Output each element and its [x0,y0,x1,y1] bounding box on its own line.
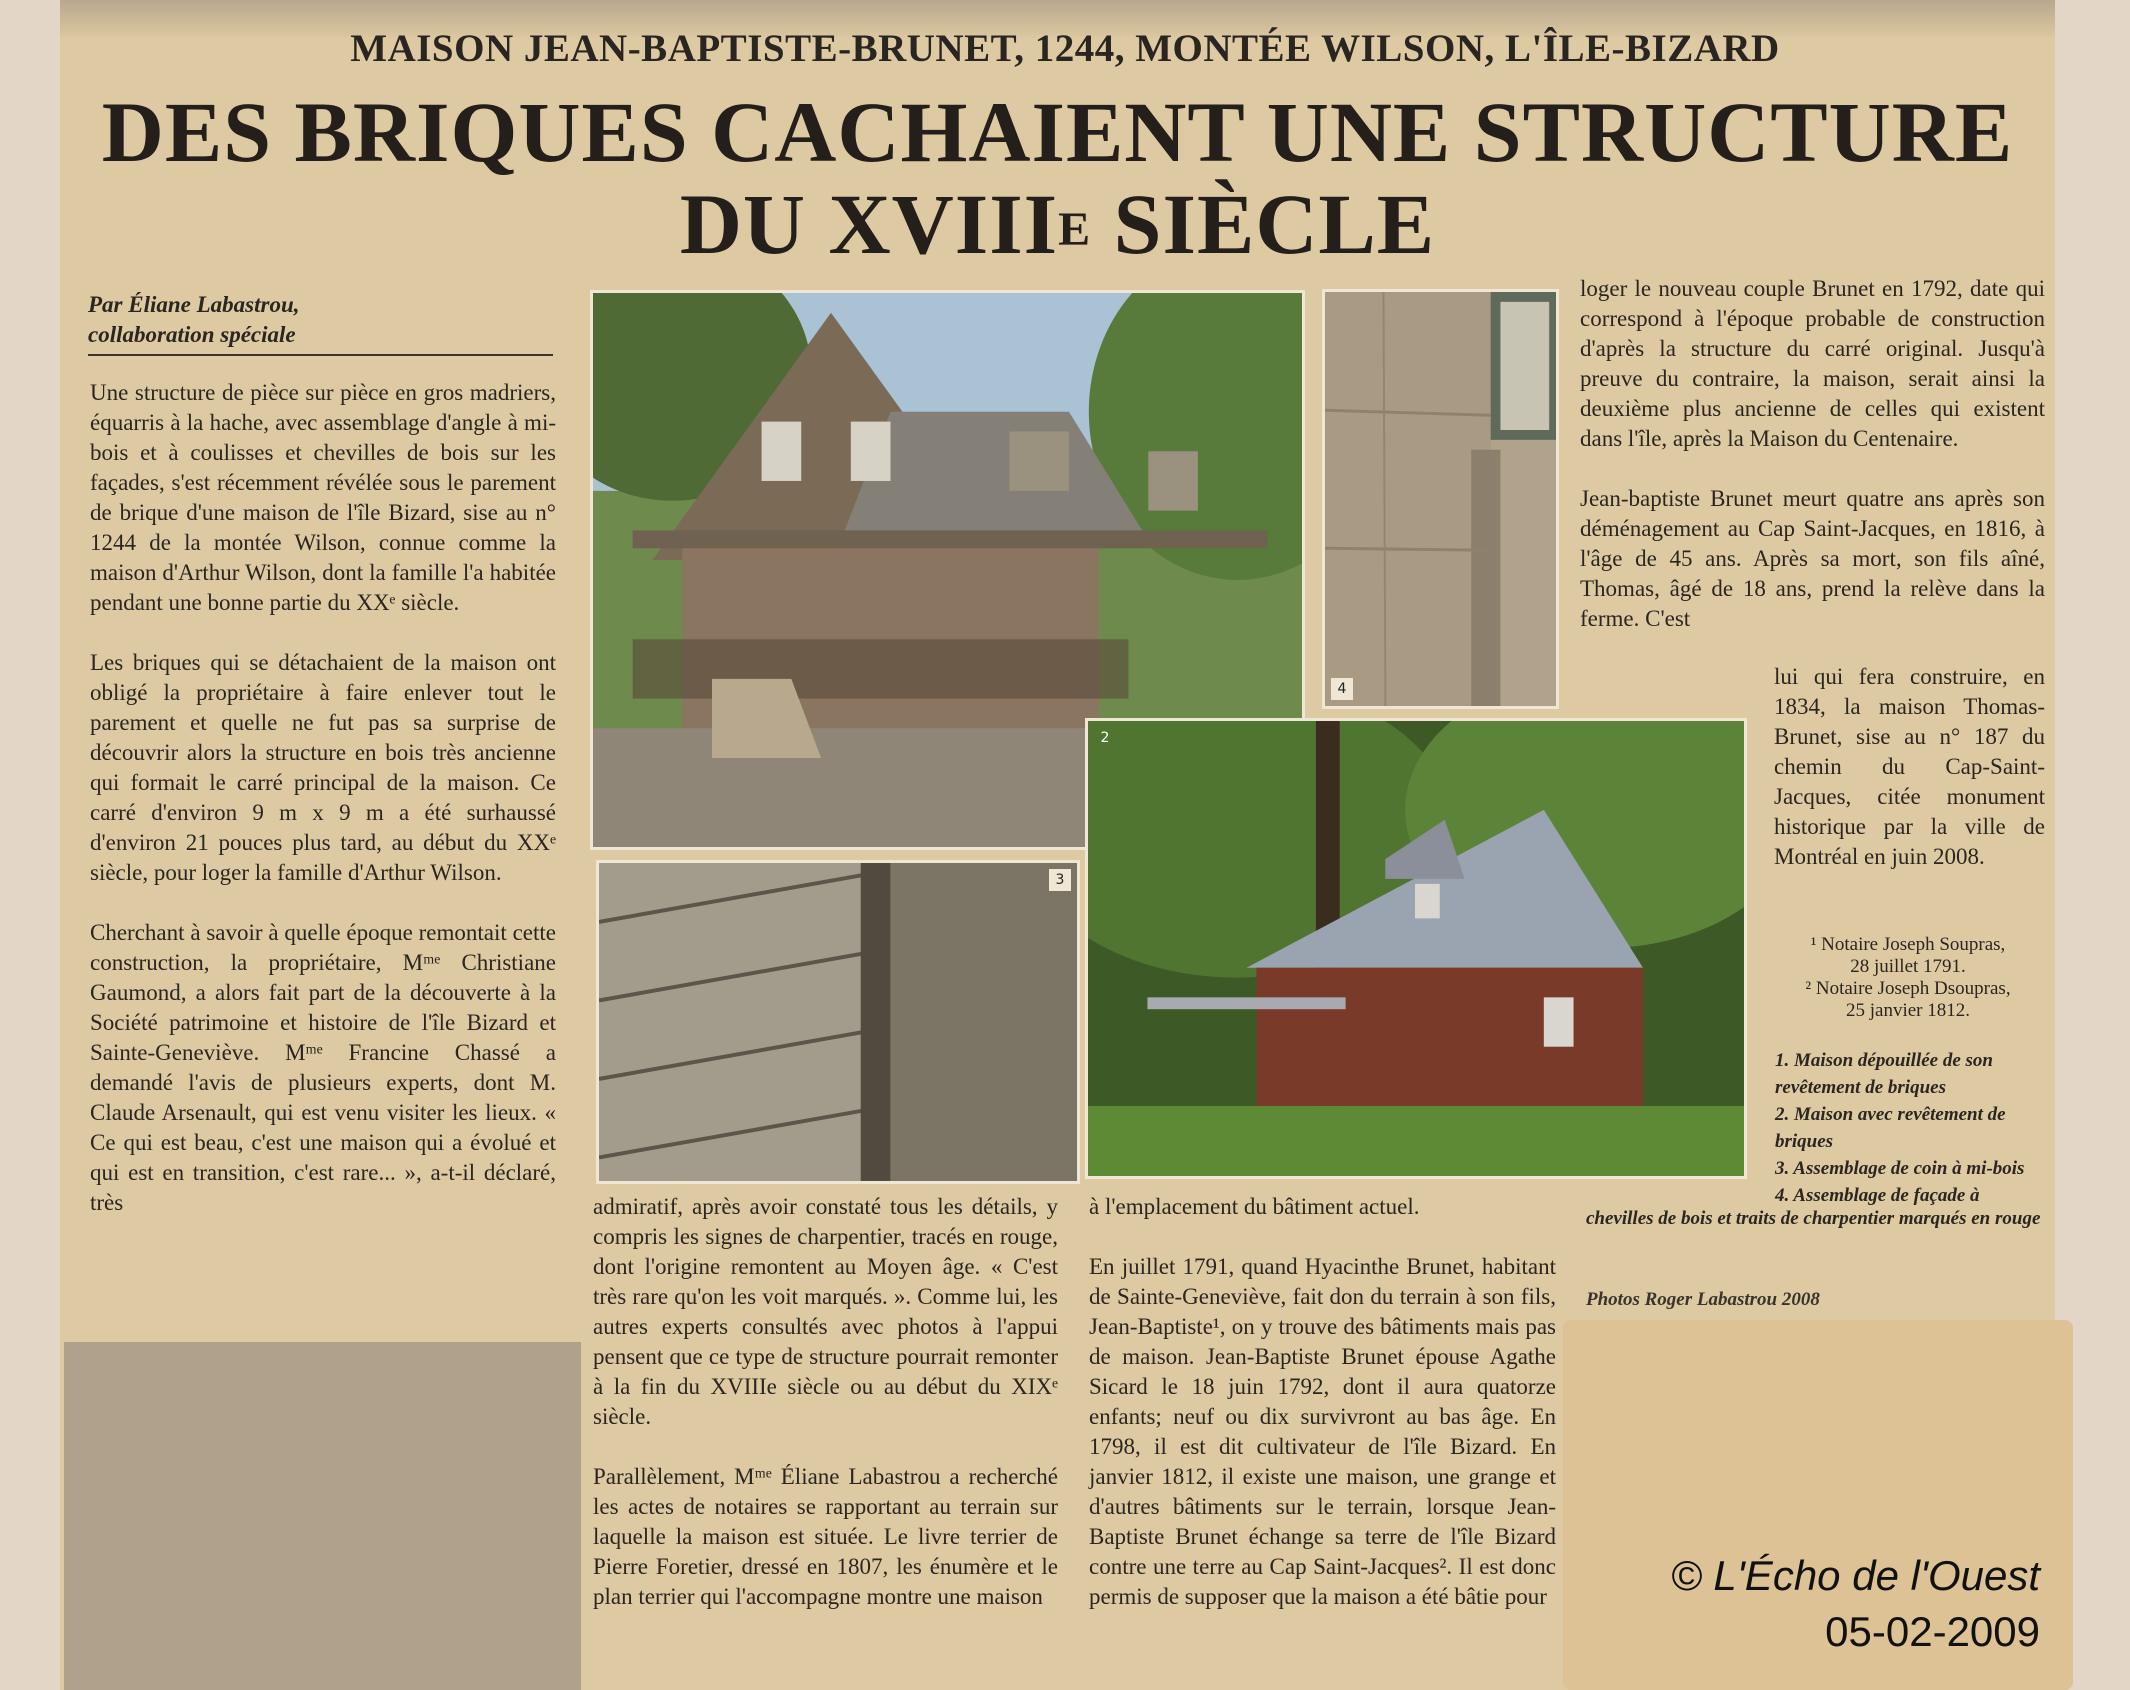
caption-continued: chevilles de bois et traits de charpentier marqués en rouge [1586,1208,2041,1229]
copyright-date: 05-02-2009 [1825,1608,2040,1655]
footnote-line: 25 janvier 1812. [1845,1000,1970,1021]
headline-line-2-pre: DU XVIII [679,176,1059,272]
paragraph: Parallèlement, Mᵐᵉ Éliane Labastrou a recherché les actes de notaires se rapportant au terrain sur laquelle la maison est située. Le livre terrier de Pierre Foretier, dressé en 1807, les énumère et le plan terrier qui l'accompagne montre une maison [593,1464,1058,1609]
photo-number: 3 [1049,869,1071,891]
headline-line-1: DES BRIQUES CACHAIENT UNE STRUCTURE [101,84,2014,180]
paragraph: Cherchant à savoir à quelle époque remontait cette construction, la propriétaire, Mᵐᵉ Christiane Gaumond, a alors fait part de la découverte à la Société patrimoine et histoire de l'île Bizard et Sainte-Geneviève. Mᵐᵉ Francine Chassé a demandé l'avis de plusieurs experts, dont M. Claude Arsenault, qui est venu visiter les lieux. « Ce qui est beau, c'est une maison qui a évolué et qui est en transition, c'est rare... », a-t-il déclaré, très [90,920,556,1215]
column-4-narrow: lui qui fera construire, en 1834, la maison Thomas-Brunet, sise au n° 187 du chemin du Cap-Saint-Jacques, citée monument historique par la ville de Montréal en juin 2008. [1774,664,2045,869]
footnote-line: ¹ Notaire Joseph Soupras, [1810,934,2006,955]
caption: 2. Maison avec revêtement de briques [1775,1104,2006,1152]
copyright-stamp [1630,1548,2040,1660]
paragraph: admiratif, après avoir constaté tous les détails, y compris les signes de charpentier, tracés en rouge, dont l'origine remontent au Moyen âge. « C'est très rare qu'on les voit marqués. ». Comme lui, les autres experts consultés avec photos à l'appui pensent que ce type de structure pourrait remonter à la fin du XVIIIe siècle ou au début du XIXᵉ siècle. [593,1194,1058,1429]
headline [60,86,2055,270]
photo-corner-joint [596,860,1080,1184]
headline-superscript: E [1058,203,1092,256]
caption: 1. Maison dépouillée de son revêtement de briques [1775,1050,1993,1098]
caption: 3. Assemblage de coin à mi-bois [1775,1158,2025,1179]
footnote-line: 28 juillet 1791. [1850,956,1966,977]
photo-number: 2 [1100,730,1110,746]
column-1 [90,378,556,1248]
paragraph: En juillet 1791, quand Hyacinthe Brunet, habitant de Sainte-Geneviève, fait don du terrain à son fils, Jean-Baptiste¹, on y trouve des bâtiments mais pas de maison. Jean-Baptiste Brunet épouse Agathe Sicard le 18 juin 1792, dont il aura quatorze enfants; neuf ou dix survivront au bas âge. En 1798, il est dit cultivateur de l'île Bizard. En janvier 1812, il existe une maison, une grange et d'autres bâtiments sur le terrain, lorsque Jean-Baptiste Brunet échange sa terre de l'île Bizard contre une terre au Cap Saint-Jacques². Il est donc permis de supposer que la maison a été bâtie pour [1089,1254,1556,1609]
column-3 [1089,1192,1556,1642]
column-2 [593,1192,1058,1642]
photo-facade-detail [1322,289,1559,709]
caption: 4. Assemblage de façade à [1775,1185,1980,1206]
paragraph: Une structure de pièce sur pièce en gros madriers, équarris à la hache, avec assemblage d'angle à mi-bois et à coulisses et chevilles de bois sur les façades, s'est récemment révélée sous le parement de brique d'une maison de l'île Bizard, sise au n° 1244 de la montée Wilson, connue comme la maison d'Arthur Wilson, dont la famille l'a habitée pendant une bonne partie du XXᵉ siècle. [90,380,556,615]
footnotes [1772,934,2044,1022]
paragraph: à l'emplacement du bâtiment actuel. [1089,1194,1420,1219]
headline-line-2 [60,178,2055,270]
paragraph: Les briques qui se détachaient de la maison ont obligé la propriétaire à faire enlever tout le parement et quelle ne fut pas sa surprise de découvrir alors la structure en bois très ancienne qui formait le carré principal de la maison. Ce carré d'environ 9 m x 9 m a été surhaussé d'environ 21 pouces plus tard, au début du XXᵉ siècle, pour loger la famille d'Arthur Wilson. [90,650,556,885]
column-4 [1580,274,2045,634]
footnote-line: ² Notaire Joseph Dsoupras, [1805,978,2011,999]
byline-role: collaboration spéciale [88,322,296,347]
photo-house-brick [1085,718,1747,1179]
kicker-address: MAISON JEAN-BAPTISTE-BRUNET, 1244, MONTÉE WILSON, L'ÎLE-BIZARD [350,27,1780,70]
paragraph: loger le nouveau couple Brunet en 1792, date qui correspond à l'époque probable de construction d'après la structure du carré original. Jusqu'à preuve du contraire, la maison, serait ainsi la deuxième plus ancienne de celles qui existent dans l'île, après la Maison du Centenaire. [1580,276,2045,451]
photo-captions [1775,1047,2045,1209]
blank-patch [64,1342,581,1690]
paragraph: Jean-baptiste Brunet meurt quatre ans après son déménagement au Cap Saint-Jacques, en 1816, à l'âge de 45 ans. Après sa mort, son fils aîné, Thomas, âgé de 18 ans, prend la relève dans la ferme. C'est [1580,486,2045,631]
byline [88,290,553,356]
headline-line-2-post: SIÈCLE [1091,176,1436,272]
photo-number: 4 [1331,678,1353,700]
photo-credit: Photos Roger Labastrou 2008 [1586,1289,1820,1310]
byline-author: Par Éliane Labastrou, [88,292,300,317]
copyright-source: © L'Écho de l'Ouest [1670,1552,2040,1599]
